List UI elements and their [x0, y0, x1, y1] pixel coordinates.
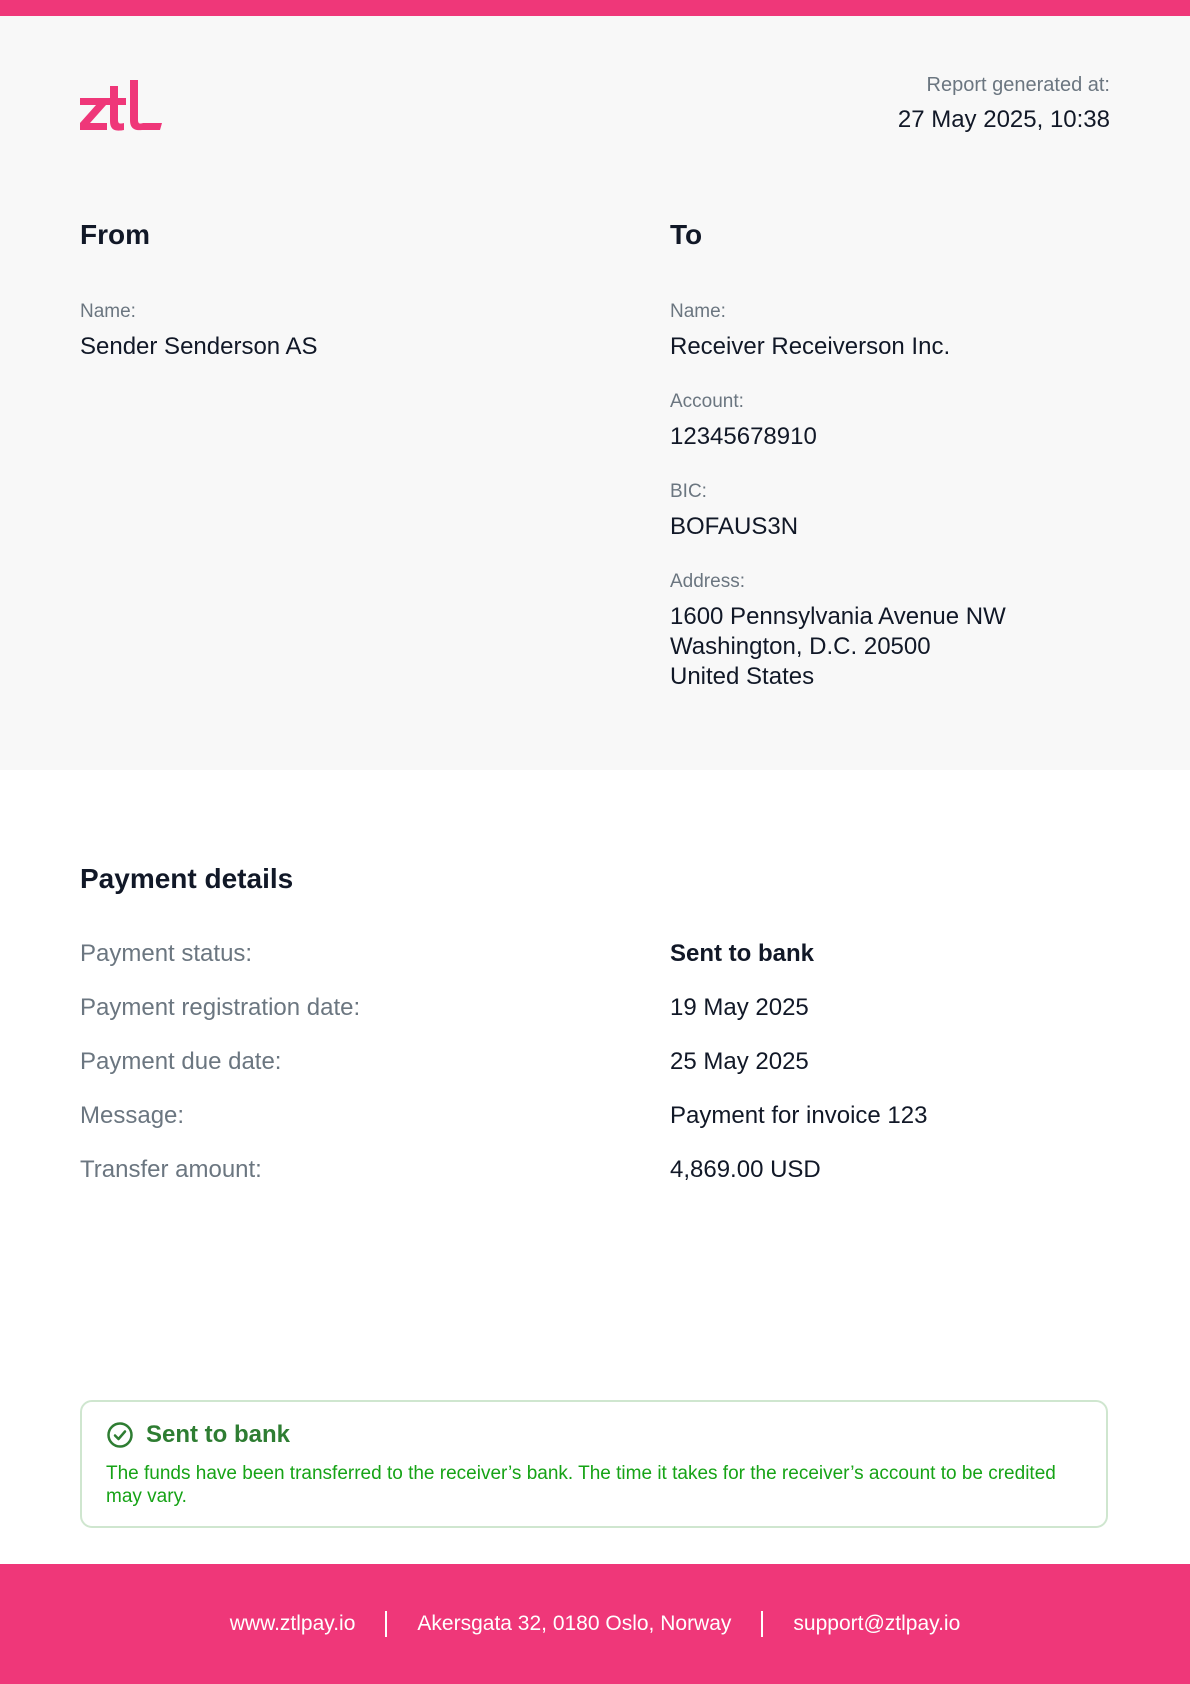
due-date-row	[80, 1046, 1110, 1100]
due-date-label: Payment due date:	[80, 1048, 282, 1075]
to-address-label: Address:	[670, 571, 745, 592]
to-address-value	[670, 602, 1006, 692]
top-accent-bar	[0, 0, 1190, 16]
payment-status-value: Sent to bank	[670, 940, 815, 967]
status-notice-title: Sent to bank	[146, 1421, 291, 1448]
address-line: Washington, D.C. 20500	[670, 633, 931, 660]
transfer-amount-value: 4,869.00 USD	[670, 1156, 821, 1183]
footer-website-link[interactable]: www.ztlpay.io	[229, 1612, 356, 1635]
message-label: Message:	[80, 1102, 185, 1129]
status-notice	[80, 1400, 1108, 1528]
from-title: From	[80, 219, 150, 250]
address-line: 1600 Pennsylvania Avenue NW	[670, 603, 1006, 630]
to-bic-label: BIC:	[670, 481, 707, 502]
to-account-field	[670, 390, 1006, 452]
status-notice-text: The funds have been transferred to the receiver’s bank. The time it takes for the receiver’s account to be credited may vary.	[106, 1463, 1056, 1507]
status-notice-header	[106, 1420, 290, 1450]
to-account-label: Account:	[670, 391, 744, 412]
footer-email-link[interactable]: support@ztlpay.io	[793, 1612, 961, 1635]
payment-details-section	[80, 862, 1110, 1208]
due-date-value: 25 May 2025	[670, 1048, 809, 1075]
footer-address: Akersgata 32, 0180 Oslo, Norway	[417, 1612, 732, 1635]
to-bic-value: BOFAUS3N	[670, 513, 799, 540]
from-section	[80, 218, 318, 390]
transfer-amount-label: Transfer amount:	[80, 1156, 262, 1183]
to-name-value: Receiver Receiverson Inc.	[670, 333, 951, 360]
address-line: United States	[670, 663, 815, 690]
ztl-logo	[80, 80, 162, 140]
payment-status-row	[80, 938, 1110, 992]
to-address-field	[670, 570, 1006, 692]
to-section	[670, 218, 1006, 720]
registration-date-label: Payment registration date:	[80, 994, 361, 1021]
registration-date-row	[80, 992, 1110, 1046]
report-generated-label: Report generated at:	[926, 74, 1110, 96]
payment-details-title: Payment details	[80, 863, 294, 894]
to-title: To	[670, 219, 703, 250]
to-bic-field	[670, 480, 1006, 542]
message-value: Payment for invoice 123	[670, 1102, 928, 1129]
check-circle-icon	[106, 1421, 134, 1449]
from-name-label: Name:	[80, 301, 136, 322]
footer	[0, 1564, 1190, 1684]
registration-date-value: 19 May 2025	[670, 994, 809, 1021]
report-generated-value: 27 May 2025, 10:38	[897, 106, 1110, 133]
message-row	[80, 1100, 1110, 1154]
transfer-amount-row	[80, 1154, 1110, 1208]
to-name-field	[670, 300, 1006, 362]
from-name-value: Sender Senderson AS	[80, 333, 318, 360]
report-generated	[898, 73, 1110, 135]
from-name-field	[80, 300, 318, 362]
to-account-value: 12345678910	[670, 423, 817, 450]
to-name-label: Name:	[670, 301, 726, 322]
payment-status-label: Payment status:	[80, 940, 253, 967]
